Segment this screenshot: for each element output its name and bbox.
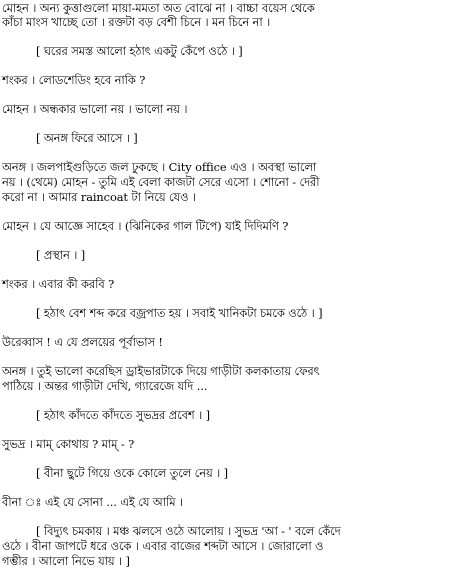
stage-direction-continued: গম্ভীর । আলো নিভে যায় । ]: [2, 554, 130, 568]
stage-direction: [ হঠাৎ কাঁদতে কাঁদতে সুভদ্রর প্রবেশ । ]: [36, 408, 210, 422]
dialogue-line: সুভদ্র । মাম্ কোথায় ? মাম্ - ?: [2, 437, 135, 451]
stage-direction: [ প্রস্থান । ]: [36, 248, 86, 262]
stage-direction: [ অনঙ্গ ফিরে আসে । ]: [36, 131, 138, 145]
dialogue-line: মোহন । অন্ধকার ভালো নয় । ভালো নয় ।: [2, 102, 188, 116]
dialogue-line: বীনা ঃ এই যে সোনা ... এই যে আমি ।: [2, 495, 183, 509]
stage-direction: [ হঠাৎ বেশ শব্দ করে বজ্রপাত হয় । সবাই খানিকটা চমকে ওঠে । ]: [36, 306, 323, 320]
dialogue-line: উরেব্বাস ! এ যে প্রলয়ের পূর্বাভাস !: [2, 335, 163, 349]
stage-direction: [ বীনা ছুটে গিয়ে ওকে কোলে তুলে নেয় । ]: [36, 466, 228, 480]
stage-direction-continued: ওঠে । বীনা জাপটে ধরে ওকে । এবার বাজের শব্দটা আসে । জোরালো ও: [2, 539, 324, 553]
dialogue-line: কাঁচা মাংস খাচ্ছে তো । রক্তটা বড় বেশী চিনে । মন চিনে না ।: [2, 15, 271, 29]
dialogue-line: মোহন । অন্য কুত্তাগুলো মায়া-মমতা অত বোঝে না । বাচ্চা বয়েস থেকে: [2, 1, 315, 15]
dialogue-line: নয় । (থেমে) মোহন - তুমি এই বেলা কাজটা সেরে এসো । শোনো - দেরী: [2, 175, 320, 189]
dialogue-line: শংকর । লোডশেডিং হবে নাকি ?: [2, 73, 146, 87]
dialogue-line: মোহন । যে আজ্ঞে সাহেব । (ঝিনিকের গাল টিপে) যাই দিদিমণি ?: [2, 219, 289, 233]
dialogue-line: পাঠিয়ে । অন্তর গাড়ীটা দেখি, গ্যারেজে যদি ...: [2, 379, 208, 393]
dialogue-line: অনঙ্গ । জলপাইগুড়িতে জল ঢুকছে । City office এও । অবস্থা ভালো: [2, 160, 317, 174]
stage-direction: [ বিদ্যুৎ চমকায় । মঞ্চ ঝলসে ওঠে আলোয় । সুভদ্র 'আ - ' বলে কেঁদে: [36, 524, 341, 538]
dialogue-line: করো না । আমার raincoat টা নিয়ে যেও ।: [2, 190, 196, 204]
stage-direction: [ ঘরের সমস্ত আলো হঠাৎ একটু কেঁপে ওঠে । ]: [36, 44, 243, 58]
dialogue-line: অনঙ্গ । তুই ভালো করেছিস ড্রাইভারটাকে দিয়ে গাড়ীটা কলকাতায় ফেরৎ: [2, 364, 320, 378]
dialogue-line: শংকর । এবার কী করবি ?: [2, 277, 115, 291]
